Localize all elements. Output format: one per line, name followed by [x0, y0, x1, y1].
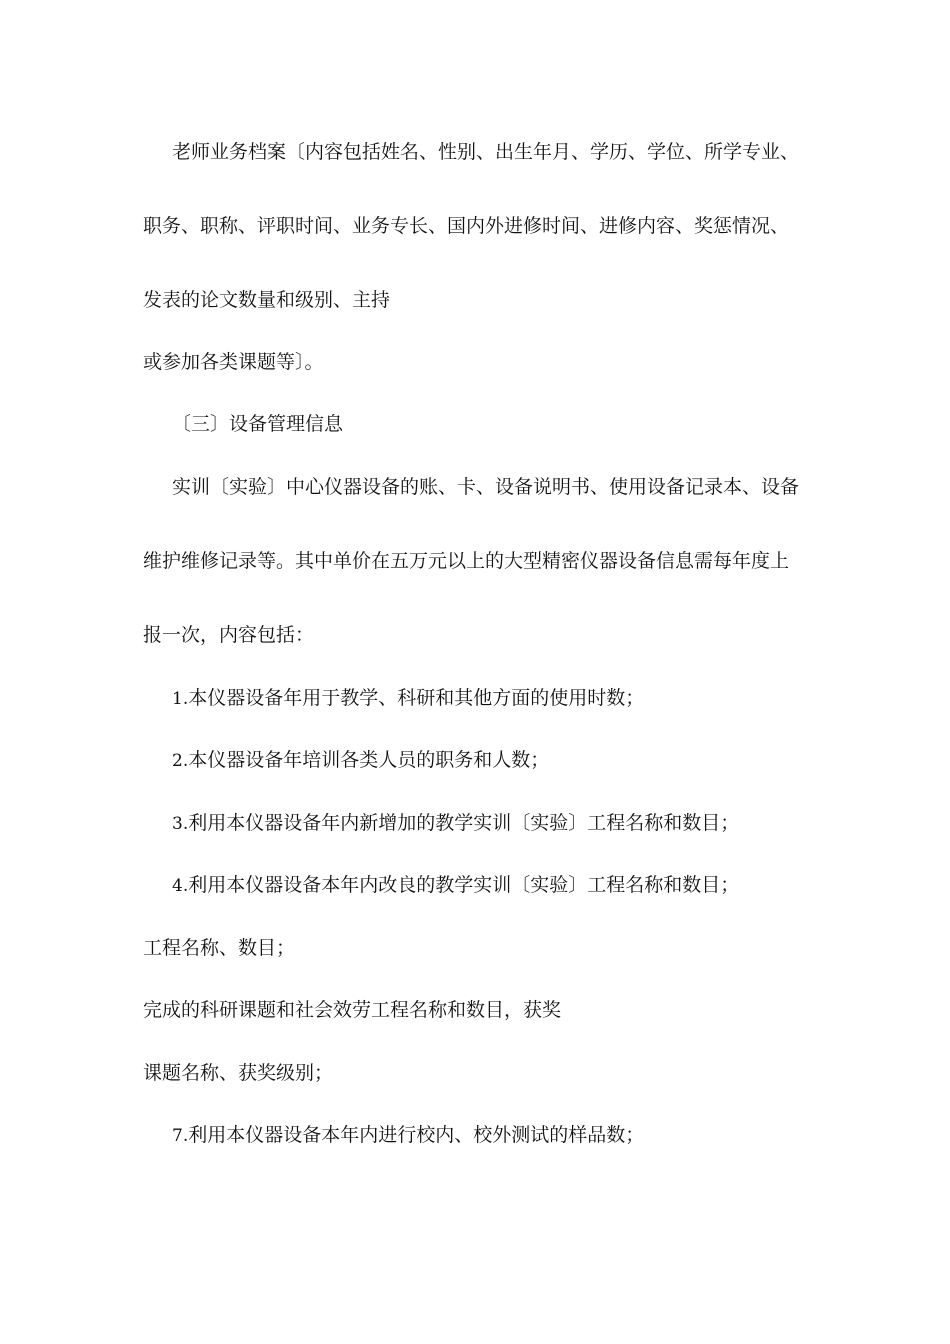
- list-item: [172, 1123, 644, 1148]
- section-heading: 〔三〕设备管理信息: [172, 413, 344, 435]
- list-item-text: 利用本仪器设备本年内改良的教学实训〔实验〕工程名称和数目；: [188, 874, 740, 896]
- paragraph-line-5: 实训〔实验〕中心仪器设备的账、卡、设备说明书、使用设备记录本、设备: [172, 476, 800, 498]
- list-item-number: 1.: [172, 689, 189, 709]
- list-item: [172, 811, 739, 836]
- list-item-number: 7.: [172, 1126, 189, 1146]
- list-item-number: 2.: [172, 751, 189, 771]
- list-item-text: 利用本仪器设备本年内进行校内、校外测试的样品数；: [188, 1124, 645, 1146]
- list-item-number: 4.: [172, 876, 189, 896]
- paragraph-line-2: 职务、职称、评职时间、业务专长、国内外进修时间、进修内容、奖惩情况、: [143, 215, 790, 237]
- list-item-number: 3.: [172, 814, 189, 834]
- trailing-line-3: 课题名称、获奖级别；: [143, 1062, 334, 1084]
- list-item-text: 本仪器设备年培训各类人员的职务和人数；: [188, 749, 550, 771]
- trailing-line-1: 工程名称、数目；: [143, 937, 296, 959]
- list-item: [172, 748, 549, 773]
- paragraph-line-7: 报一次，内容包括：: [143, 624, 315, 646]
- list-item: [172, 873, 739, 898]
- list-item: [172, 686, 644, 711]
- list-item-text: 本仪器设备年用于教学、科研和其他方面的使用时数；: [188, 687, 645, 709]
- paragraph-line-3: 发表的论文数量和级别、主持: [143, 289, 391, 311]
- list-item-text: 利用本仪器设备年内新增加的教学实训〔实验〕工程名称和数目；: [188, 812, 740, 834]
- paragraph-line-4: 或参加各类课题等〕。: [143, 351, 324, 373]
- paragraph-line-1: 老师业务档案〔内容包括姓名、性别、出生年月、学历、学位、所学专业、: [172, 141, 800, 163]
- trailing-line-2: 完成的科研课题和社会效劳工程名称和数目，获奖: [143, 999, 562, 1021]
- paragraph-line-6: 维护维修记录等。其中单价在五万元以上的大型精密仪器设备信息需每年度上: [143, 550, 790, 572]
